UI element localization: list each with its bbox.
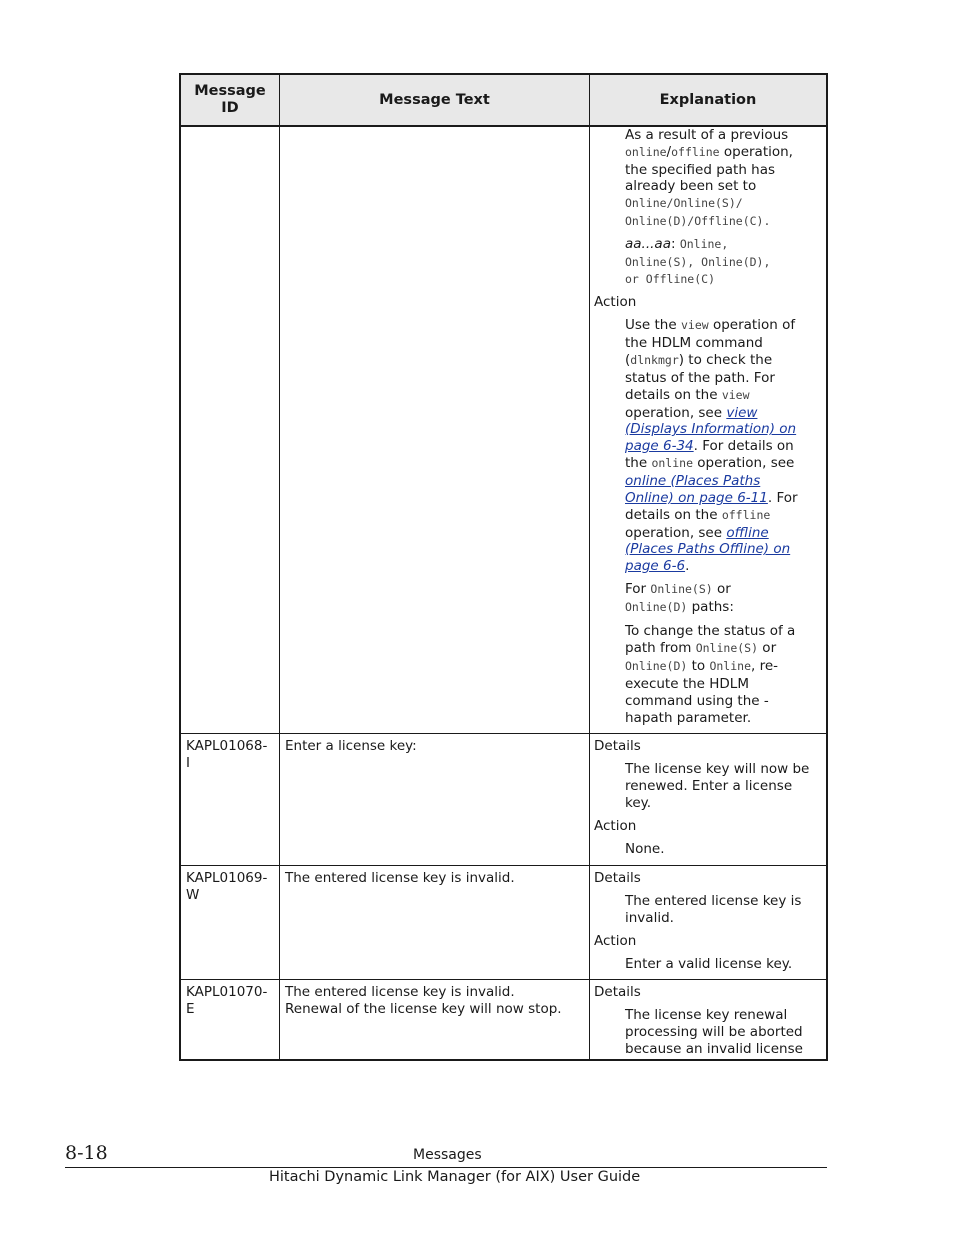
code-text: Online(D) (625, 659, 688, 673)
header-message-id-line2: ID (221, 100, 239, 116)
details-line: The entered license key is (625, 893, 802, 909)
code-text: online (625, 145, 667, 159)
code-text: Online(D) (625, 600, 688, 614)
message-id-suffix: I (186, 755, 190, 771)
text: operation, (719, 144, 793, 160)
message-id: KAPL01068- (186, 738, 268, 754)
code-text: Online, (679, 237, 729, 251)
online-link[interactable]: online (Places Paths (625, 473, 761, 489)
explanation-line: execute the HDLM (625, 676, 749, 692)
explanation-line (625, 317, 795, 334)
header-explanation: Explanation (659, 91, 757, 108)
message-id: KAPL01070- (186, 984, 268, 1000)
code-line: Online(D)/Offline(C). (625, 214, 771, 228)
code-text: view (721, 388, 750, 402)
message-text-line2: Renewal of the license key will now stop. (285, 1001, 562, 1017)
message-text: The entered license key is invalid. (285, 984, 515, 1000)
explanation-line (625, 558, 689, 575)
details-line: The license key will now be (625, 761, 810, 777)
text: the (625, 455, 652, 471)
message-text: Enter a license key: (285, 738, 417, 754)
action-line: None. (625, 841, 665, 857)
explanation-line (625, 352, 772, 369)
text: , re- (751, 658, 779, 674)
text: paths: (687, 599, 734, 615)
action-label: Action (594, 933, 637, 949)
explanation-line (625, 405, 757, 422)
view-link[interactable]: page 6-34 (625, 438, 694, 454)
text: operation of (708, 317, 796, 333)
text: operation, see (625, 405, 727, 421)
details-line: renewed. Enter a license (625, 778, 793, 794)
code-text: offline (721, 508, 771, 522)
message-text: The entered license key is invalid. (285, 870, 515, 886)
details-line: key. (625, 795, 651, 811)
code-text: Online(S) (650, 582, 713, 596)
text: details on the (625, 387, 722, 403)
code-text: offline (671, 145, 720, 159)
document-title: Hitachi Dynamic Link Manager (for AIX) User Guide (269, 1169, 641, 1185)
explanation-line (625, 236, 728, 253)
message-id-suffix: E (186, 1001, 195, 1017)
page-number: 8-18 (65, 1142, 108, 1164)
explanation-line: command using the - (625, 693, 769, 709)
explanation-line (625, 640, 776, 657)
text: ) to check the (678, 352, 773, 368)
text: : (670, 236, 680, 252)
text: operation, see (625, 525, 727, 541)
explanation-line (625, 658, 778, 675)
explanation-line (625, 144, 793, 161)
code-text: dlnkmgr (630, 353, 679, 367)
text: . (685, 558, 690, 574)
offline-link[interactable]: (Places Paths Offline) on (625, 541, 791, 557)
column-divider (589, 75, 590, 1059)
explanation-line: hapath parameter. (625, 710, 752, 726)
row-divider (181, 733, 826, 734)
text: path from (625, 640, 696, 656)
message-id-suffix: W (186, 887, 200, 903)
action-label: Action (594, 294, 637, 310)
details-label: Details (594, 738, 641, 754)
header-message-id (181, 75, 279, 125)
explanation-line: the HDLM command (625, 335, 763, 351)
text: or (712, 581, 731, 597)
column-divider (279, 75, 280, 1059)
details-line: processing will be aborted (625, 1024, 803, 1040)
explanation-line: already been set to (625, 178, 757, 194)
code-text: Online (709, 659, 751, 673)
text: ( (625, 352, 631, 368)
view-link[interactable]: view (726, 405, 758, 421)
details-line: because an invalid license (625, 1041, 803, 1057)
code-text: view (680, 318, 709, 332)
code-line: Online/Online(S)/ (625, 196, 743, 210)
online-link[interactable]: Online) on page 6-11 (625, 490, 768, 506)
action-label: Action (594, 818, 637, 834)
text: operation, see (693, 455, 795, 471)
details-label: Details (594, 870, 641, 886)
italic-text: aa...aa (625, 236, 671, 252)
explanation-line (625, 507, 770, 524)
explanation-line: To change the status of a (625, 623, 796, 639)
explanation-line (625, 438, 794, 455)
details-label: Details (594, 984, 641, 1000)
section-name: Messages (413, 1147, 482, 1163)
text: . For details on (693, 438, 794, 454)
code-line: Online(S), Online(D), (625, 255, 771, 269)
explanation-line (625, 581, 731, 598)
text: or (758, 640, 777, 656)
text: details on the (625, 507, 722, 523)
text: / (666, 144, 672, 160)
explanation-line (625, 455, 794, 472)
view-link[interactable]: (Displays Information) on (625, 421, 797, 437)
header-message-id-line1: Message (194, 83, 266, 99)
explanation-line (625, 490, 798, 507)
text: to (687, 658, 710, 674)
header-message-text: Message Text (379, 91, 490, 108)
code-line: or Offline(C) (625, 272, 716, 286)
explanation-line (625, 387, 750, 404)
code-text: Online(S) (695, 641, 759, 655)
explanation-line: status of the path. For (625, 370, 775, 386)
footer-divider (65, 1167, 827, 1168)
explanation-line (625, 599, 734, 616)
offline-link[interactable]: page 6-6 (625, 558, 686, 574)
code-text: online (651, 456, 693, 470)
action-line: Enter a valid license key. (625, 956, 793, 972)
row-divider (181, 979, 826, 980)
explanation-line: As a result of a previous (625, 127, 789, 143)
table-header (181, 75, 826, 127)
row-divider (181, 865, 826, 866)
explanation-line (625, 525, 769, 542)
details-line: invalid. (625, 910, 674, 926)
text: Use the (625, 317, 681, 333)
offline-link[interactable]: offline (726, 525, 769, 541)
details-line: The license key renewal (625, 1007, 788, 1023)
explanation-line: the specified path has (625, 162, 776, 178)
text: . For (767, 490, 798, 506)
message-id: KAPL01069- (186, 870, 268, 886)
text: For (625, 581, 651, 597)
